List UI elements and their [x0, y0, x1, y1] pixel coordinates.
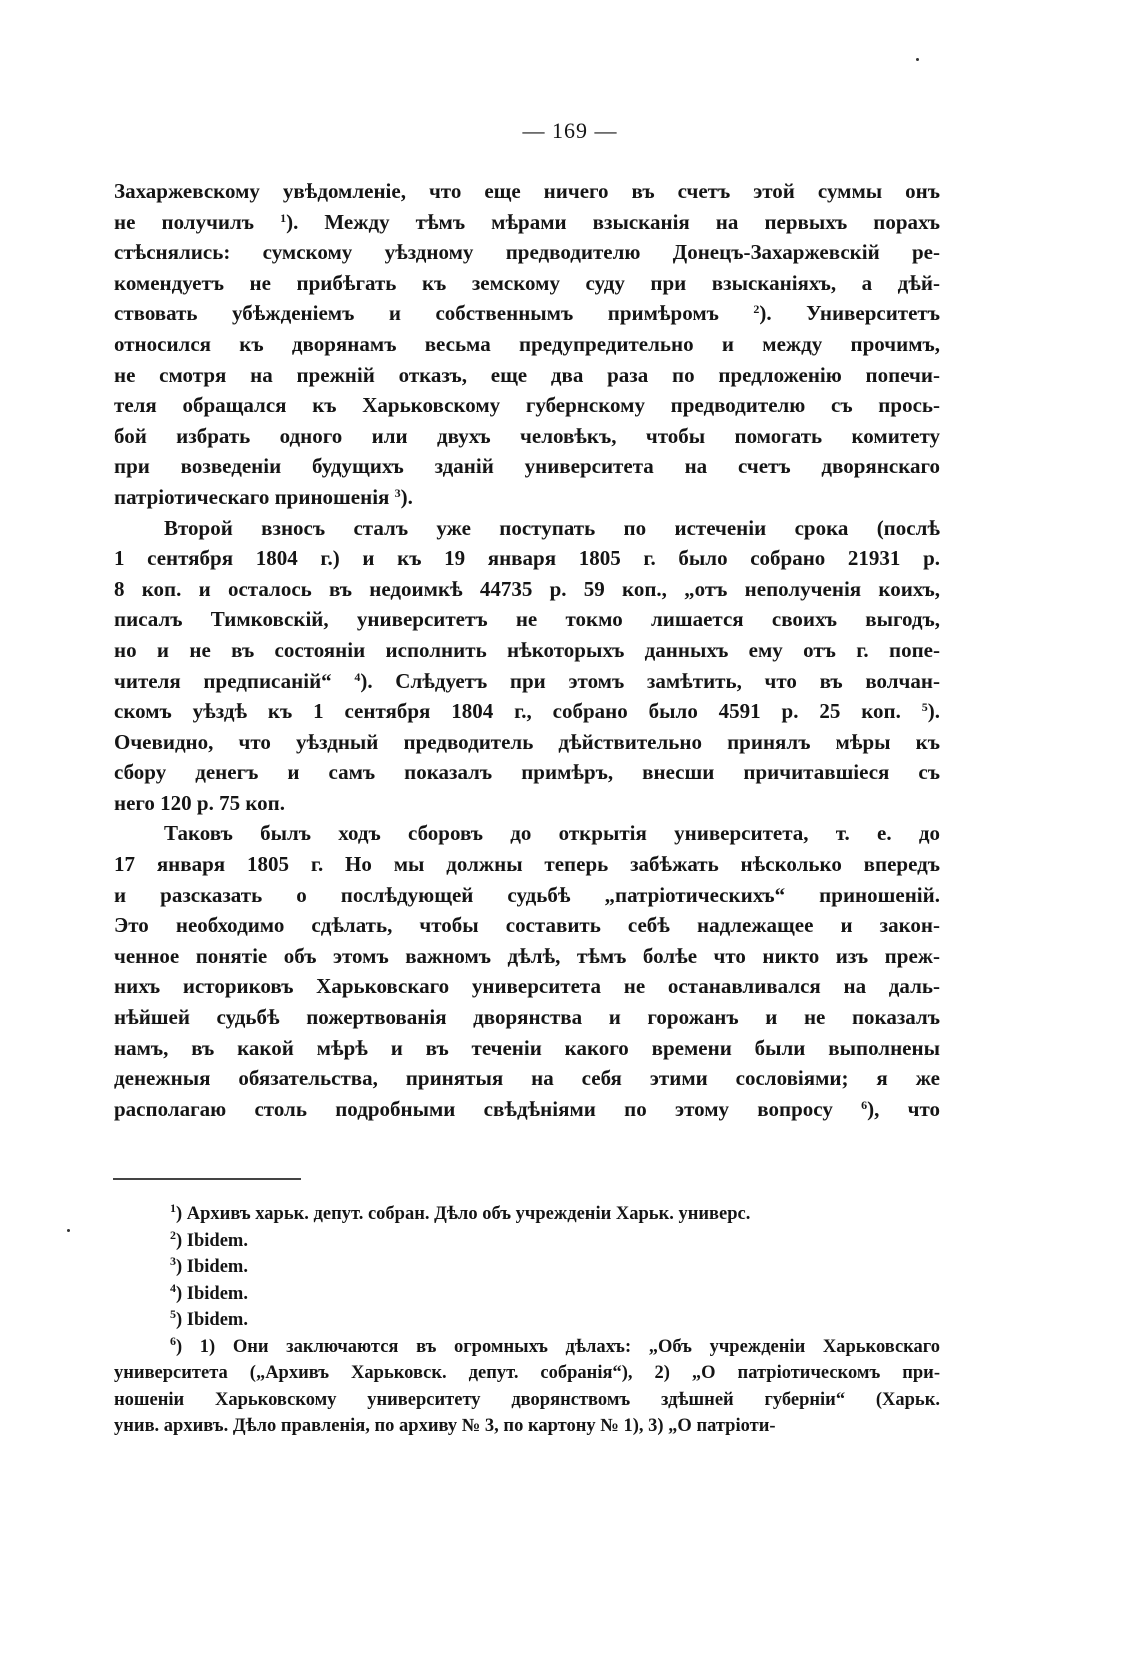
text-line: намъ, въ какой мѣрѣ и въ теченіи какого времени были выполнены: [114, 1035, 940, 1060]
footnote-line: ношеніи Харьковскому университету дворянствомъ здѣшней губерніи“ (Харьк.: [114, 1389, 940, 1410]
footnote-reference: 3: [394, 485, 401, 500]
text-line: Таковъ былъ ходъ сборовъ до открытія университета, т. е. до: [164, 821, 940, 846]
footnote-line: $^5$) Ibidem.: [170, 1307, 248, 1330]
footnote: [114, 1228, 940, 1255]
footnote-mark: 2: [170, 1227, 176, 1242]
footnote-mark: 1: [170, 1201, 176, 1215]
footnote-reference: 2: [753, 302, 760, 317]
text-line: располагаю столь подробными свѣдѣніями по этому вопросу $^6$), что: [114, 1096, 940, 1121]
footnote-reference: 5: [921, 700, 928, 715]
text-line: чителя предписаній“ $^4$). Слѣдуетъ при этомъ замѣтить, что въ волчан-: [114, 668, 940, 693]
text-line: Второй взносъ сталъ уже поступать по истеченіи срока (послѣ: [164, 515, 940, 540]
text-line: но и не въ состояніи исполнить нѣкоторыхъ данныхъ ему отъ г. попе-: [114, 637, 940, 662]
text-line: скомъ уѣздѣ къ 1 сентября 1804 г., собрано было 4591 р. 25 коп. $^5$).: [114, 699, 940, 724]
footnote-separator: [113, 1178, 301, 1180]
text-line: денежныя обязательства, принятыя на себя этими сословіями; я же: [114, 1066, 940, 1091]
footnote-reference: 6: [861, 1097, 868, 1112]
text-line: писалъ Тимковскій, университетъ не токмо лишается своихъ выгодъ,: [114, 607, 940, 632]
footnote-line: $^2$) Ibidem.: [170, 1227, 248, 1251]
text-line: нихъ историковъ Харьковскаго университета не останавливался на даль-: [114, 974, 940, 999]
footnotes: [114, 1201, 940, 1440]
text-line: бой избрать одного или двухъ человѣкъ, чтобы помогать комитету: [114, 423, 940, 448]
text-line: Захаржевскому увѣдомленіе, что еще ничего въ счетъ этой суммы онъ: [114, 179, 940, 203]
paragraph: [114, 176, 940, 513]
text-line: 17 января 1805 г. Но мы должны теперь забѣжать нѣсколько впередъ: [114, 852, 940, 877]
text-line: Это необходимо сдѣлать, чтобы составить себѣ надлежащее и закон-: [114, 913, 940, 938]
text-line: ствовать убѣжденіемъ и собственнымъ примѣромъ $^2$). Университетъ: [114, 301, 940, 326]
footnote-reference: 4: [354, 669, 361, 684]
text-line: стѣснялись: сумскому уѣздному предводителю Донецъ-Захаржевскій ре-: [114, 240, 940, 265]
paragraph: [114, 513, 940, 819]
footnote-line: университета („Архивъ Харьковск. депут. собранія“), 2) „О патріотическомъ при-: [114, 1363, 940, 1383]
footnote-reference: 1: [280, 210, 287, 225]
text-line: нѣйшей судьбѣ пожертвованія дворянства и горожанъ и не показалъ: [114, 1005, 940, 1030]
text-line: патріотическаго приношенія $^3$).: [114, 484, 413, 509]
text-line: 8 коп. и осталось въ недоимкѣ 44735 р. 59 коп., „отъ неполученія коихъ,: [114, 576, 940, 601]
text-line: комендуетъ не прибѣгать къ земскому суду при взысканіяхъ, а дѣй-: [114, 270, 940, 295]
footnote-line: унив. архивъ. Дѣло правленія, по архиву № 3, по картону № 1), 3) „О патріоти-: [114, 1416, 776, 1436]
footnote: [114, 1307, 940, 1334]
footnote: [114, 1334, 940, 1440]
text-line: не смотря на прежній отказъ, еще два раза по предложенію попечи-: [114, 362, 940, 387]
text-line: 1 сентября 1804 г.) и къ 19 января 1805 г. было собрано 21931 р.: [114, 546, 940, 571]
paragraph: [114, 818, 940, 1124]
text-line: при возведеніи будущихъ зданій университета на счетъ дворянскаго: [114, 454, 940, 479]
print-speck: [67, 1229, 70, 1232]
text-line: сбору денегъ и самъ показалъ примѣръ, внесши причитавшіеся съ: [114, 760, 940, 785]
footnote-mark: 4: [170, 1280, 176, 1295]
footnote-mark: 6: [170, 1333, 176, 1348]
footnote-line: $^3$) Ibidem.: [170, 1254, 248, 1277]
text-line: ченное понятіе объ этомъ важномъ дѣлѣ, тѣмъ болѣе что никто изъ преж-: [114, 943, 940, 968]
text-line: Очевидно, что уѣздный предводитель дѣйствительно принялъ мѣры къ: [114, 729, 940, 754]
text-line: теля обращался къ Харьковскому губернскому предводителю съ прось-: [114, 393, 940, 418]
page-number: — 169 —: [522, 118, 618, 143]
text-line: него 120 р. 75 коп.: [114, 790, 286, 815]
footnote-mark: 3: [170, 1254, 176, 1268]
footnote-line: $^1$) Архивъ харьк. депут. собран. Дѣло объ учрежденіи Харьк. универс.: [170, 1201, 751, 1224]
footnote: [114, 1254, 940, 1281]
text-line: относился къ дворянамъ весьма предупредительно и между прочимъ,: [114, 331, 940, 356]
footnote-mark: 5: [170, 1307, 176, 1321]
print-speck: [916, 58, 919, 61]
footnote: [114, 1201, 940, 1228]
text-line: и разсказать о послѣдующей судьбѣ „патріотическихъ“ приношеній.: [114, 882, 940, 907]
footnote: [114, 1281, 940, 1308]
footnote-line: $^4$) Ibidem.: [170, 1280, 248, 1304]
text-line: не получилъ $^1$). Между тѣмъ мѣрами взысканія на первыхъ порахъ: [114, 209, 940, 234]
footnote-line: $^6$) 1) Они заключаются въ огромныхъ дѣлахъ: „Объ учрежденіи Харьковскаго: [170, 1333, 940, 1357]
main-text: [114, 176, 940, 1124]
